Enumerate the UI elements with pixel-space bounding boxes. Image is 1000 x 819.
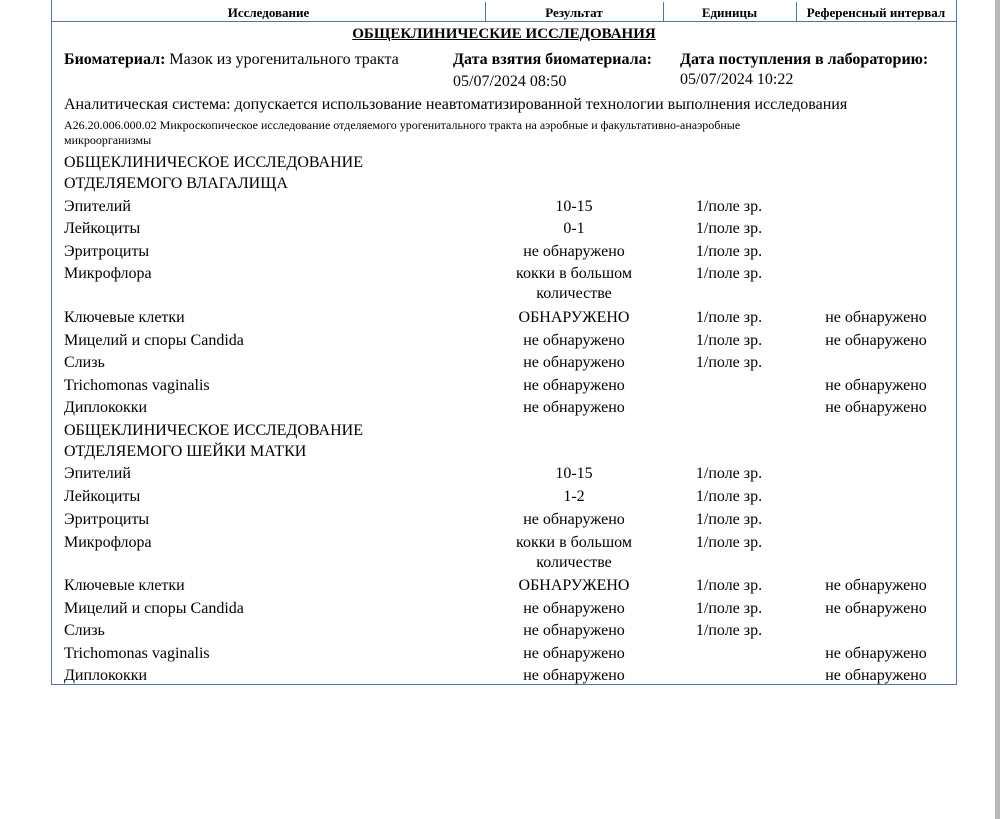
test-unit: 1/поле зр.	[695, 243, 763, 260]
header-units-column: Единицы	[663, 2, 797, 22]
test-unit: 1/поле зр.	[695, 600, 763, 617]
test-result	[484, 510, 664, 530]
test-name: Микрофлора	[64, 534, 152, 551]
test-unit: 1/поле зр.	[695, 511, 763, 528]
test-unit: 1/поле зр.	[695, 309, 763, 326]
test-result-line: 10-15	[555, 465, 593, 482]
test-unit: 1/поле зр.	[695, 265, 763, 282]
test-result-line: не обнаружено	[523, 332, 625, 349]
test-result-line: не обнаружено	[523, 243, 625, 260]
test-name: Эритроциты	[64, 511, 150, 528]
test-result	[484, 353, 664, 373]
received-value: 05/07/2024 10:22	[680, 71, 794, 88]
received-label: Дата поступления в лабораторию:	[680, 51, 929, 68]
test-unit: 1/поле зр.	[695, 220, 763, 237]
test-result-line: не обнаружено	[523, 622, 625, 639]
test-name: Trichomonas vaginalis	[64, 377, 210, 394]
test-result	[484, 197, 664, 217]
test-result	[484, 487, 664, 507]
collected-value: 05/07/2024 08:50	[453, 73, 567, 90]
test-result	[484, 621, 664, 641]
test-result-line: количестве	[536, 554, 612, 571]
test-reference: не обнаружено	[825, 667, 927, 684]
test-result-line: не обнаружено	[523, 600, 625, 617]
method-code-line-2: микроорганизмы	[64, 133, 152, 147]
test-name: Эритроциты	[64, 243, 150, 260]
test-name: Лейкоциты	[64, 488, 141, 505]
test-result-line: 1-2	[563, 488, 585, 505]
collected-label: Дата взятия биоматериала:	[453, 51, 652, 68]
test-unit: 1/поле зр.	[695, 354, 763, 371]
test-name: Слизь	[64, 622, 105, 639]
header-test-column: Исследование	[52, 2, 486, 22]
test-result	[484, 264, 664, 304]
test-name: Эпителий	[64, 198, 131, 215]
test-result	[484, 242, 664, 262]
test-result-line: 0-1	[563, 220, 585, 237]
test-result-line: ОБНАРУЖЕНО	[518, 577, 630, 594]
test-result	[484, 576, 664, 596]
test-result	[484, 331, 664, 351]
biomaterial-info	[64, 50, 399, 70]
test-result	[484, 398, 664, 418]
test-result-line: количестве	[536, 285, 612, 302]
test-reference: не обнаружено	[825, 332, 927, 349]
test-unit: 1/поле зр.	[695, 534, 763, 551]
test-unit: 1/поле зр.	[695, 577, 763, 594]
test-name: Мицелий и споры Candida	[64, 332, 244, 349]
test-name: Диплококки	[64, 667, 148, 684]
test-reference: не обнаружено	[825, 377, 927, 394]
test-result-line: не обнаружено	[523, 667, 625, 684]
test-result	[484, 376, 664, 396]
test-result	[484, 644, 664, 664]
page-title: ОБЩЕКЛИНИЧЕСКИЕ ИССЛЕДОВАНИЯ	[352, 26, 656, 42]
test-result-line: не обнаружено	[523, 377, 625, 394]
test-result	[484, 464, 664, 484]
test-reference: не обнаружено	[825, 577, 927, 594]
test-reference: не обнаружено	[825, 399, 927, 416]
section-title-cervix-line-2: ОТДЕЛЯЕМОГО ШЕЙКИ МАТКИ	[64, 443, 307, 460]
section-title-vaginal-line-2: ОТДЕЛЯЕМОГО ВЛАГАЛИЩА	[64, 175, 288, 192]
test-result	[484, 666, 664, 686]
test-result-line: не обнаружено	[523, 511, 625, 528]
test-result-line: ОБНАРУЖЕНО	[518, 309, 630, 326]
test-reference: не обнаружено	[825, 600, 927, 617]
test-name: Ключевые клетки	[64, 577, 185, 594]
test-unit: 1/поле зр.	[695, 622, 763, 639]
analytic-system-text: Аналитическая система: допускается использование неавтоматизированной технологии выполнения исследования	[64, 96, 848, 113]
test-reference: не обнаружено	[825, 645, 927, 662]
test-name: Слизь	[64, 354, 105, 371]
header-result-column: Результат	[485, 2, 664, 22]
test-result-line: не обнаружено	[523, 399, 625, 416]
test-result-line: 10-15	[555, 198, 593, 215]
test-name: Диплококки	[64, 399, 148, 416]
test-name: Ключевые клетки	[64, 309, 185, 326]
test-result-line: кокки в большом	[516, 534, 632, 551]
test-name: Микрофлора	[64, 265, 152, 282]
section-title-cervix-line-1: ОБЩЕКЛИНИЧЕСКОЕ ИССЛЕДОВАНИЕ	[64, 422, 363, 439]
table-header	[51, 0, 957, 22]
test-result	[484, 308, 664, 328]
biomaterial-label: Биоматериал:	[64, 51, 166, 68]
test-result-line: не обнаружено	[523, 354, 625, 371]
section-title-vaginal-line-1: ОБЩЕКЛИНИЧЕСКОЕ ИССЛЕДОВАНИЕ	[64, 154, 363, 171]
test-unit: 1/поле зр.	[695, 198, 763, 215]
biomaterial-value: Мазок из урогенитального тракта	[169, 51, 399, 68]
header-ref-column: Референсный интервал	[806, 5, 946, 20]
test-name: Эпителий	[64, 465, 131, 482]
test-reference: не обнаружено	[825, 309, 927, 326]
method-code-line-1: A26.20.006.000.02 Микроскопическое исследование отделяемого урогенитального тракта на аэробные и факультативно-анаэробные	[64, 118, 741, 132]
test-result	[484, 533, 664, 573]
test-unit: 1/поле зр.	[695, 465, 763, 482]
test-result-line: кокки в большом	[516, 265, 632, 282]
test-result	[484, 219, 664, 239]
test-unit: 1/поле зр.	[695, 332, 763, 349]
test-result	[484, 599, 664, 619]
test-result-line: не обнаружено	[523, 645, 625, 662]
page-edge	[995, 0, 1000, 819]
test-unit: 1/поле зр.	[695, 488, 763, 505]
test-name: Trichomonas vaginalis	[64, 645, 210, 662]
test-name: Мицелий и споры Candida	[64, 600, 244, 617]
collected-info	[453, 50, 652, 70]
test-name: Лейкоциты	[64, 220, 141, 237]
received-info	[680, 50, 928, 70]
